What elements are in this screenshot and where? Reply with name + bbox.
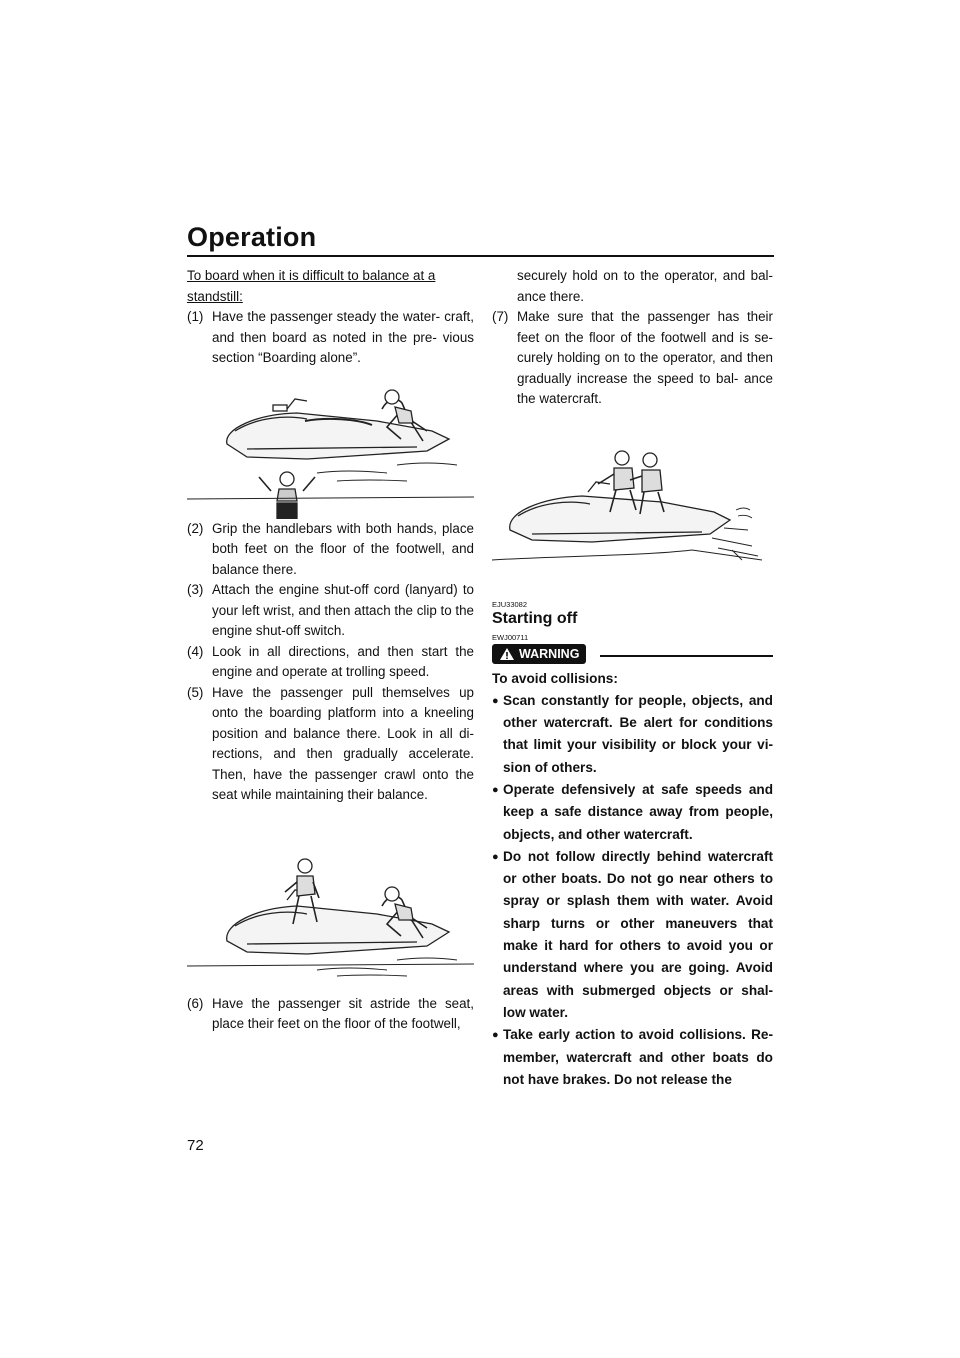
section-title: Starting off [492, 609, 578, 627]
step-number: (7) [492, 309, 509, 324]
bullet-icon: ● [492, 850, 499, 863]
warning-bullet [492, 690, 773, 779]
page-number: 72 [187, 1137, 204, 1154]
step-text: Look in all directions, and then start the engine and operate at trolling speed. [212, 643, 474, 679]
step-number: (5) [187, 684, 204, 700]
bullet-icon: ● [492, 783, 499, 796]
right-column [492, 266, 773, 1091]
warning-badge [492, 644, 586, 664]
step-text: Have the passenger sit astride the seat, place their feet on the floor of the footwell, [212, 995, 474, 1031]
bullet-icon: ● [492, 694, 499, 707]
warning-triangle-icon [499, 647, 515, 661]
step-number: (1) [187, 309, 204, 324]
step-1 [187, 307, 474, 369]
step-number: (6) [187, 995, 204, 1011]
warning-bullet [492, 779, 773, 846]
warning-body [492, 668, 773, 1092]
step-number: (2) [187, 520, 204, 536]
bullet-text: Scan constantly for people, objects, and other watercraft. Be alert for conditions that limit your visibility or block your vi- sion of others. [503, 692, 773, 775]
step-2 [187, 519, 474, 581]
warning-rule [600, 655, 773, 657]
step-text: Make sure that the passenger has their feet on the floor of the footwell and is se- curely holding on to the operator, and then gradually increase the speed to bal- ance the watercraft. [517, 309, 773, 406]
bullet-text: Operate defensively at safe speeds and keep a safe distance away from people, objects, and other watercraft. [503, 781, 773, 842]
step-4 [187, 642, 474, 683]
warning-label: WARNING [519, 646, 580, 661]
section-code: EJU33082 [492, 599, 528, 609]
warning-header [492, 644, 773, 668]
warning-bullet [492, 846, 773, 1024]
step-6 [187, 994, 474, 1035]
step-3 [187, 580, 474, 642]
left-column [187, 266, 474, 1035]
step-7 [492, 307, 773, 410]
step-5 [187, 683, 474, 806]
step-text: Grip the handlebars with both hands, place both feet on the floor of the footwell, and balance there. [212, 520, 474, 577]
step-text: Have the passenger steady the water- craft, and then board as noted in the pre- vious section “Boarding alone”. [212, 309, 474, 365]
step-text: Have the passenger pull themselves up onto the boarding platform into a kneeling position and balance there. Look in all di- rections, and then gradually accelerate. Then, have the passenger crawl onto the seat while maintaining their balance. [212, 684, 474, 802]
illustration-two-riders-underway [492, 410, 773, 600]
page-title: Operation [187, 222, 317, 252]
boarding-subheading: To board when it is difficult to balance at a standstill: [187, 268, 436, 304]
illustration-passenger-steadying-watercraft [187, 369, 474, 519]
illustration-passenger-kneeling [187, 806, 474, 994]
bullet-icon: ● [492, 1029, 499, 1042]
step-number: (4) [187, 643, 204, 659]
bullet-text: Do not follow directly behind watercraft or other boats. Do not go near others to spray or splash them with water. Avoid sharp turns or other maneuvers that make it hard for others to avoid you or understand where you are going. Avoid areas with submerged objects or shal- low water. [503, 848, 773, 1020]
step-text: Attach the engine shut-off cord (lanyard) to your left wrist, and then attach the clip to the engine shut-off switch. [212, 582, 475, 638]
warning-bullet [492, 1024, 773, 1091]
bullet-text: Take early action to avoid collisions. Re- member, watercraft and other boats do not have brakes. Do not release the [503, 1027, 773, 1087]
warning-code: EWJ00711 [492, 632, 529, 642]
warning-intro: To avoid collisions: [492, 670, 618, 686]
steps-2-5 [187, 519, 474, 806]
step-6-continued: securely hold on to the operator, and bal- ance there. [517, 268, 773, 304]
header-rule [187, 255, 774, 257]
step-number: (3) [187, 582, 204, 597]
